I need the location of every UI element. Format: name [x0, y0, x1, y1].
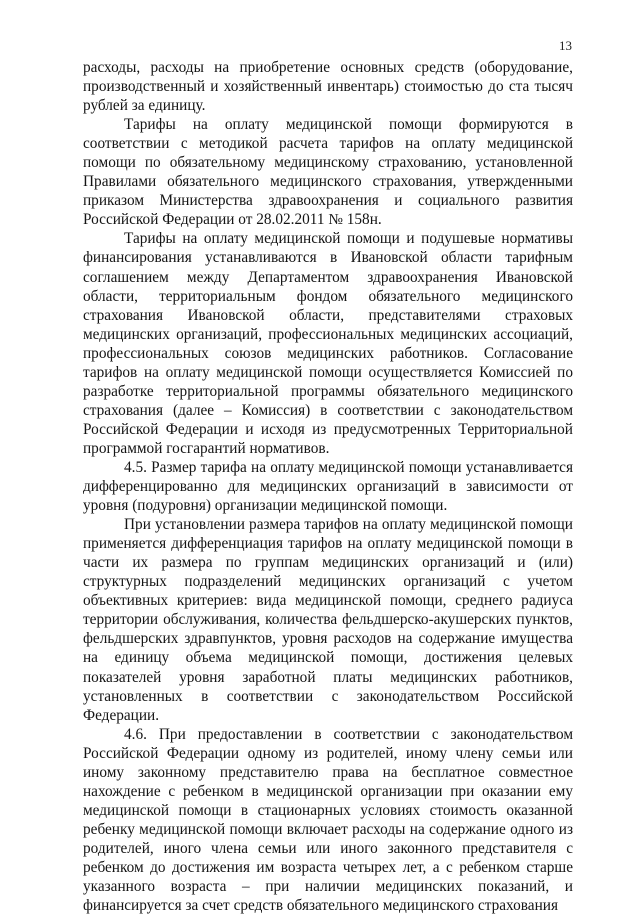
page-number: 13	[559, 38, 572, 53]
paragraph-section-4-6: 4.6. При предоставлении в соответствии с законодательством Российской Федерации одному из родителей, иному члену семьи или иному законному представителю права на бесплатное совместное нахождение с ребенком в медицинской организации при оказании ему медицинской помощи в стационарных условиях стоимость оказанной ребенку медицинской помощи включает расходы на содержание одного из родителей, иного члена семьи или иного законного представителя с ребенком до достижения им возраста четырех лет, а с ребенком старше указанного возраста – при наличии медицинских показаний, и финансируется за счет средств обязательного медицинского страхования	[83, 725, 573, 915]
paragraph-continuation: расходы, расходы на приобретение основных средств (оборудование, производственный и хозяйственный инвентарь) стоимостью до ста тысяч рублей за единицу.	[83, 59, 573, 115]
paragraph-tariff-differentiation: При установлении размера тарифов на оплату медицинской помощи применяется дифференциация тарифов на оплату медицинской помощи в части их размера по группам медицинских организаций и (или) структурных подразделений медицинских организаций с учетом объективных критериев: вида медицинской помощи, среднего радиуса территории обслуживания, количества фельдшерско-акушерских пунктов, фельдшерских здравпунктов, уровня расходов на содержание имущества на единицу объема медицинской помощи, достижения целевых показателей уровня заработной платы медицинских работников, установленных в соответствии с законодательством Российской Федерации.	[83, 516, 573, 724]
paragraph-section-4-5: 4.5. Размер тарифа на оплату медицинской помощи устанавливается дифференцированно для медицинских организаций в зависимости от уровня (подуровня) организации медицинской помощи.	[83, 458, 573, 515]
paragraph-tariffs-methodology: Тарифы на оплату медицинской помощи формируются в соответствии с методикой расчета тарифов на оплату медицинской помощи по обязательному медицинскому страхованию, установленной Правилами обязательного медицинского страхования, утвержденными приказом Министерства здравоохранения и социального развития Российской Федерации от 28.02.2011 № 158н.	[83, 116, 573, 229]
document-body	[83, 58, 573, 915]
paragraph-tariff-agreement: Тарифы на оплату медицинской помощи и подушевые нормативы финансирования устанавливаются в Ивановской области тарифным соглашением между Департаментом здравоохранения Ивановской области, территориальным фондом обязательного медицинского страхования Ивановской области, представителями страховых медицинских организаций, профессиональных медицинских ассоциаций, профессиональных союзов медицинских работников. Согласование тарифов на оплату медицинской помощи осуществляется Комиссией по разработке территориальной программы обязательного медицинского страхования (далее – Комиссия) в соответствии с законодательством Российской Федерации и исходя из предусмотренных Территориальной программой госгарантий нормативов.	[83, 230, 573, 457]
